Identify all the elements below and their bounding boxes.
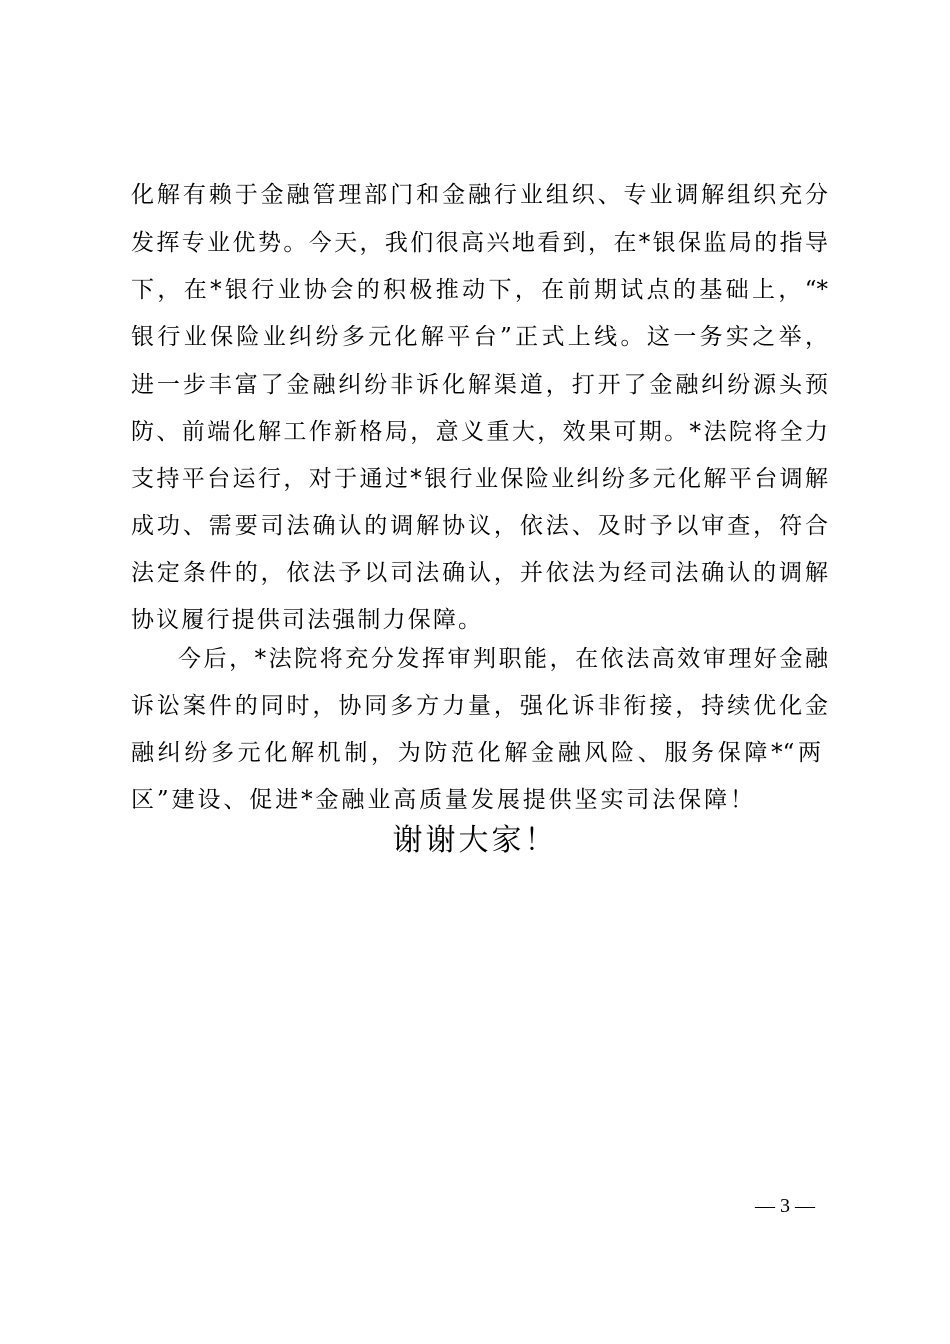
paragraph-line	[0, 464, 950, 494]
line-text: 区”建设、促进*金融业高质量发展提供坚实司法保障！	[131, 787, 753, 813]
paragraph-line	[0, 785, 950, 815]
paragraph-line	[0, 738, 950, 768]
line-text: 防、前端化解工作新格局，意义重大，效果可期。*法院将全力	[131, 419, 828, 445]
page-number: — 3 —	[755, 1195, 815, 1217]
paragraph-line	[0, 417, 950, 447]
paragraph-line	[0, 180, 950, 210]
line-text: 进一步丰富了金融纠纷非诉化解渠道，打开了金融纠纷源头预	[131, 372, 828, 398]
line-text: 法定条件的，依法予以司法确认，并依法为经司法确认的调解	[131, 560, 828, 586]
line-text: 化解有赖于金融管理部门和金融行业组织、专业调解组织充分	[131, 182, 828, 208]
line-text: 发挥专业优势。今天，我们很高兴地看到，在*银保监局的指导	[131, 230, 828, 256]
line-text: 支持平台运行，对于通过*银行业保险业纠纷多元化解平台调解	[131, 466, 828, 492]
paragraph-line	[0, 644, 950, 674]
paragraph-line	[0, 511, 950, 541]
line-text: 下，在*银行业协会的积极推动下，在前期试点的基础上，“*	[131, 277, 828, 303]
line-text: 今后，*法院将充分发挥审判职能，在依法高效审理好金融	[178, 646, 828, 672]
paragraph-line	[0, 322, 950, 352]
paragraph-line	[0, 558, 950, 588]
paragraph-line	[0, 370, 950, 400]
closing-remark: 谢谢大家！	[392, 823, 558, 858]
line-text: 协议履行提供司法强制力保障。	[131, 607, 481, 633]
paragraph-line	[0, 228, 950, 258]
line-text: 融纠纷多元化解机制，为防范化解金融风险、服务保障*“两	[131, 740, 821, 766]
line-text: 成功、需要司法确认的调解协议，依法、及时予以审查，符合	[131, 513, 828, 539]
paragraph-line	[0, 605, 950, 635]
line-text: 诉讼案件的同时，协同多方力量，强化诉非衔接，持续优化金	[131, 693, 828, 719]
paragraph-line	[0, 691, 950, 721]
paragraph-line	[0, 275, 950, 305]
line-text: 银行业保险业纠纷多元化解平台”正式上线。这一务实之举，	[131, 324, 828, 350]
